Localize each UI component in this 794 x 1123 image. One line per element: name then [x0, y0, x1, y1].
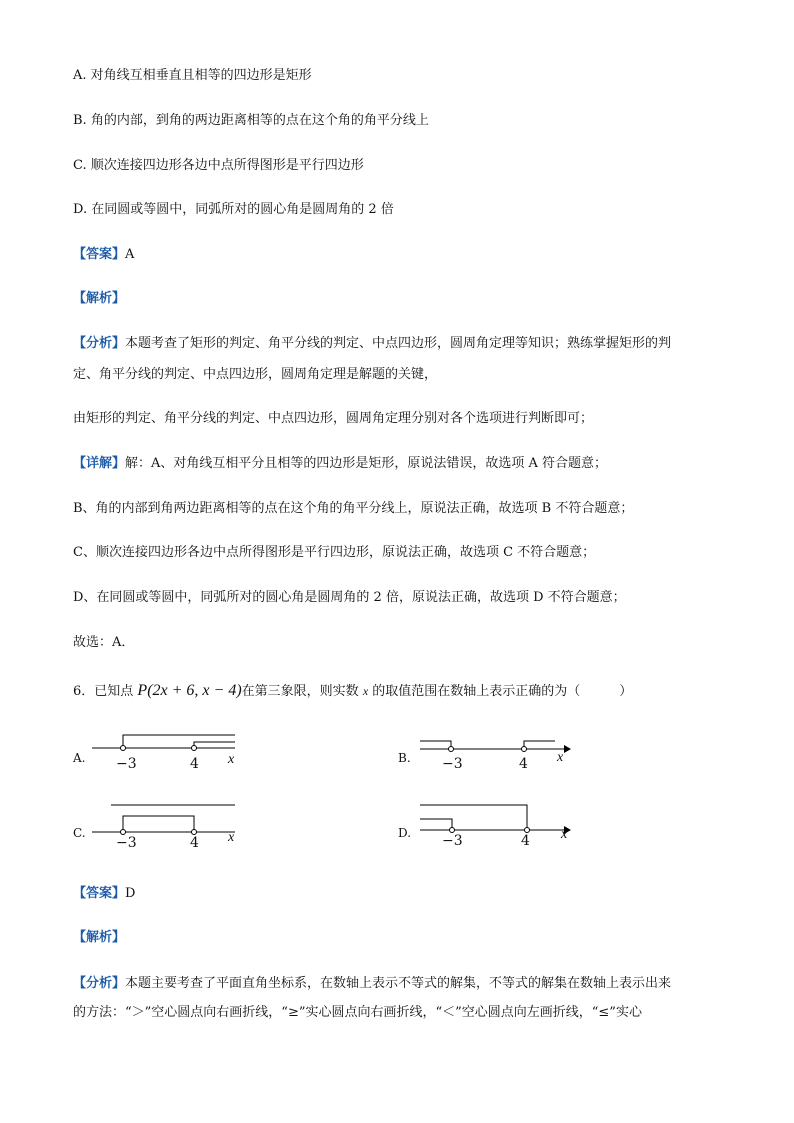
fenxi-1-text1: 本题考查了矩形的判定、角平分线的判定、中点四边形，圆周角定理等知识；熟练掌握矩形的判 [125, 336, 672, 351]
analysis-2-heading [73, 929, 125, 947]
analysis-tag: 【解析】 [73, 291, 126, 306]
option-d-label: D. [398, 826, 412, 840]
xiangjie-1-line1 [73, 455, 607, 473]
xiangjie-1-line3: C、顺次连接四边形各边中点所得图形是平行四边形，原说法正确，故选项 C 不符合题意； [73, 545, 596, 560]
q6-suffix: 的取值范围在数轴上表示正确的为（ ） [372, 684, 633, 699]
axis-a-x: x [228, 752, 235, 767]
option-c-label: C. [73, 826, 86, 840]
option-b-text: B. 角的内部，到角的两边距离相等的点在这个角的角平分线上 [73, 113, 429, 128]
tick-c-4: 4 [190, 835, 199, 851]
fenxi-2-text1: 本题主要考查了平面直角坐标系，在数轴上表示不等式的解集，不等式的解集在数轴上表示出来 [125, 976, 672, 991]
xiangjie-1-line4: D、在同圆或等圆中，同弧所对的圆心角是圆周角的 2 倍，原说法正确，故选项 D 不符合题意； [73, 590, 626, 605]
axis-b-x: x [557, 750, 564, 765]
option-a-text: A. 对角线互相垂直且相等的四边形是矩形 [73, 68, 312, 83]
answer-tag: 【答案】 [73, 247, 126, 262]
option-c-text: C. 顺次连接四边形各边中点所得图形是平行四边形 [73, 158, 364, 173]
analysis-1-heading [73, 290, 125, 308]
q6-middle: 在第三象限，则实数 [241, 684, 359, 699]
answer-value: A [125, 247, 135, 262]
tick-a-4: 4 [190, 756, 199, 772]
tick-d-minus3: −3 [442, 833, 463, 849]
tick-d-4: 4 [521, 833, 530, 849]
axis-c-x: x [228, 830, 235, 845]
question-6 [73, 682, 632, 701]
axis-d-x: x [561, 827, 568, 842]
xiangjie-1-line2: B、角的内部到角两边距离相等的点在这个角的角平分线上，原说法正确，故选项 B 不符合题意； [73, 501, 634, 516]
tick-c-minus3: −3 [116, 835, 137, 851]
xiangjie-1-line5: 故选：A． [73, 635, 135, 650]
q6-var: x [362, 684, 369, 698]
fenxi-2-tag: 【分析】 [73, 976, 126, 991]
answer-2-tag: 【答案】 [73, 886, 126, 901]
option-b-label: B. [398, 751, 411, 765]
number-line-a [90, 728, 250, 758]
fenxi-2-line1 [73, 975, 671, 993]
answer-2 [73, 885, 135, 903]
tick-a-minus3: −3 [116, 756, 137, 772]
fenxi-2-line2: 的方法：“＞”空心圆点向右画折线，“≥”实心圆点向右画折线，“＜”空心圆点向左画折线，“≤”实心 [73, 1005, 642, 1020]
option-a-label: A. [73, 751, 86, 765]
number-line-d [418, 802, 578, 836]
xiangjie-tag: 【详解】 [73, 456, 126, 471]
fenxi-tag: 【分析】 [73, 336, 126, 351]
option-d-text: D. 在同圆或等圆中，同弧所对的圆心角是圆周角的 2 倍 [73, 202, 394, 217]
q6-point: P(2x + 6, x − 4) [137, 682, 242, 699]
xiangjie-1-text1: 解：A、对角线互相平分且相等的四边形是矩形，原说法错误，故选项 A 符合题意； [125, 456, 608, 471]
q6-prefix: 6．已知点 [73, 684, 134, 699]
analysis-2-tag: 【解析】 [73, 930, 126, 945]
tick-b-4: 4 [519, 756, 528, 772]
answer-1 [73, 246, 134, 264]
tick-b-minus3: −3 [442, 756, 463, 772]
fenxi-1-line1 [73, 335, 671, 353]
fenxi-1-line3: 由矩形的判定、角平分线的判定、中点四边形，圆周角定理分别对各个选项进行判断即可； [73, 411, 594, 426]
answer-2-value: D [125, 886, 136, 901]
number-line-c [90, 802, 250, 836]
fenxi-1-line2: 定、角平分线的判定、中点四边形，圆周角定理是解题的关键， [73, 367, 438, 382]
